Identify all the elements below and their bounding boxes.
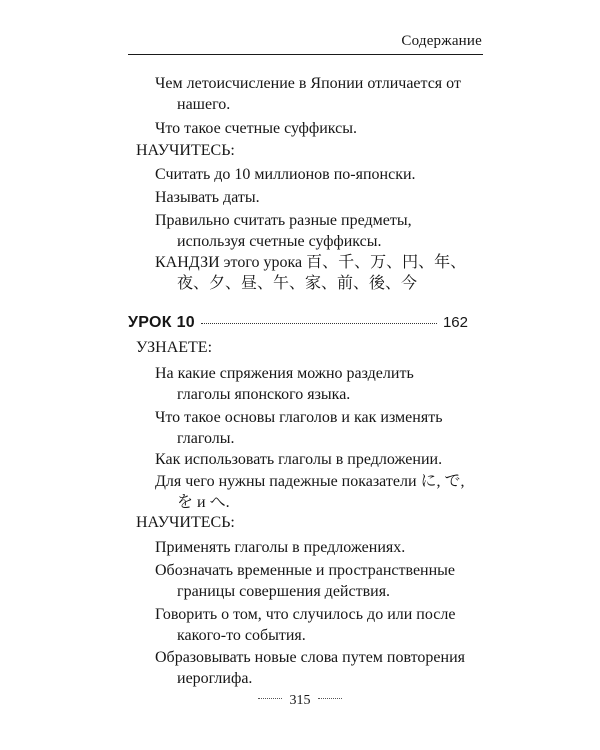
footer-dots-right	[318, 698, 342, 699]
list-item-line-cont: 夜、夕、昼、午、家、前、後、今	[177, 275, 418, 292]
running-header-title: Содержание	[401, 33, 482, 49]
list-item	[155, 449, 475, 470]
section-heading-skills: НАУЧИТЕСЬ:	[136, 142, 235, 159]
list-item-line-cont: иероглифа.	[177, 670, 253, 687]
list-item-line-cont: границы совершения действия.	[177, 583, 391, 600]
list-item	[155, 210, 475, 252]
list-item	[155, 187, 475, 208]
list-item	[155, 560, 475, 602]
list-item-line: КАНДЗИ этого урока 百、千、万、円、年、	[155, 254, 467, 271]
list-item-line: Обозначать временные и пространственные	[155, 562, 456, 579]
list-item	[155, 118, 475, 139]
section-heading-skills: НАУЧИТЕСЬ:	[136, 514, 235, 531]
list-item-line: Применять глаголы в предложениях.	[155, 539, 406, 556]
list-item-line: Для чего нужны падежные показатели に, で,	[155, 473, 465, 490]
list-item-line: Как использовать глаголы в предложении.	[155, 451, 443, 468]
section-heading-learn: УЗНАЕТЕ:	[136, 339, 213, 356]
list-item-line-cont: какого-то события.	[177, 627, 306, 644]
toc-entry-lesson-10[interactable]	[128, 314, 468, 332]
lesson-title: УРОК 10	[128, 314, 195, 331]
list-item-line: Считать до 10 миллионов по-японски.	[155, 166, 416, 183]
list-item	[155, 363, 475, 405]
lesson-page-number: 162	[442, 314, 468, 331]
list-item-line: На какие спряжения можно разделить	[155, 365, 414, 382]
list-item	[155, 73, 475, 115]
list-item	[155, 407, 475, 449]
page-number: 315	[289, 693, 311, 708]
list-item	[155, 647, 475, 689]
list-item	[155, 164, 475, 185]
list-item	[155, 537, 475, 558]
list-item-line-cont: глаголы японского языка.	[177, 386, 351, 403]
list-item-line: Правильно считать разные предметы,	[155, 212, 412, 229]
list-item	[155, 604, 475, 646]
footer-dots-left	[258, 698, 282, 699]
list-item-line-cont: нашего.	[177, 96, 231, 113]
list-item-line: Называть даты.	[155, 189, 260, 206]
list-item-line: Что такое счетные суффиксы.	[155, 120, 357, 137]
list-item-line-cont: を и へ.	[177, 494, 230, 511]
list-item-line-cont: глаголы.	[177, 430, 235, 447]
list-item-line: Говорить о том, что случилось до или после	[155, 606, 456, 623]
leader-dots	[201, 323, 437, 324]
list-item-line: Что такое основы глаголов и как изменять	[155, 409, 443, 426]
list-item	[155, 252, 475, 294]
page-footer	[0, 693, 600, 709]
list-item-line: Чем летоисчисление в Японии отличается от	[155, 75, 461, 92]
list-item	[155, 471, 475, 513]
list-item-line-cont: используя счетные суффиксы.	[177, 233, 382, 250]
list-item-line: Образовывать новые слова путем повторения	[155, 649, 466, 666]
header-divider	[128, 54, 483, 55]
